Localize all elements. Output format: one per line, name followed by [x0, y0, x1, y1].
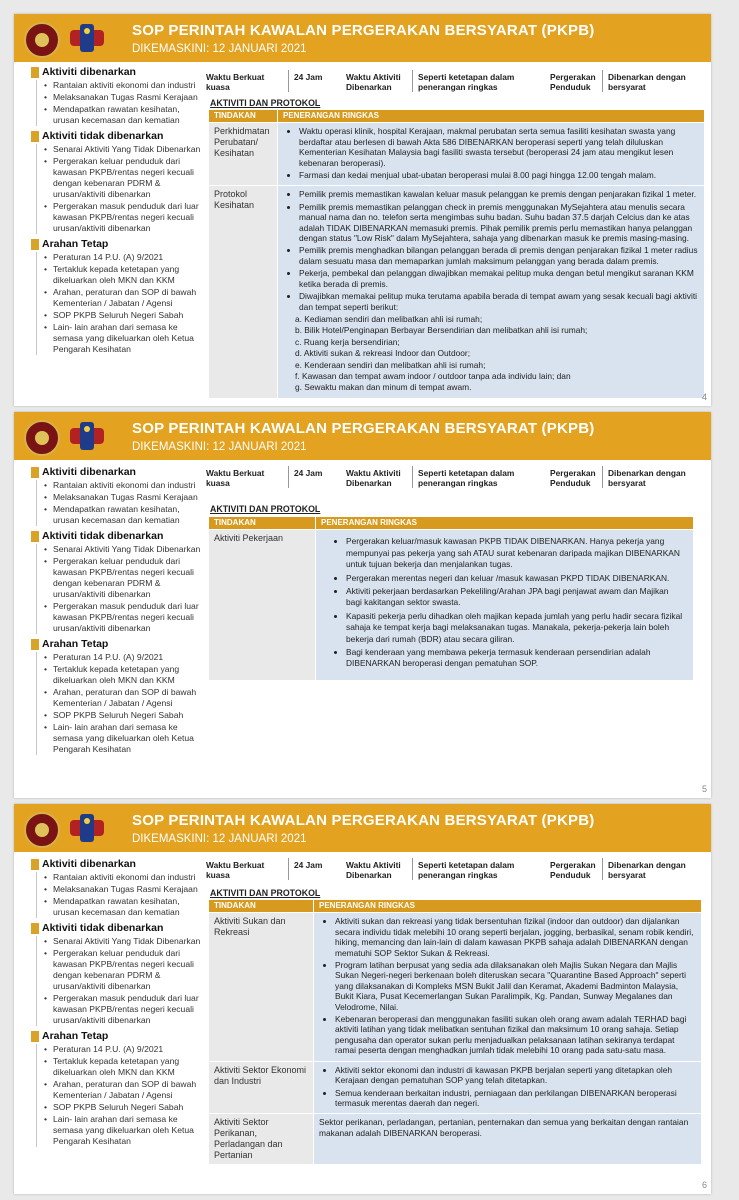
list-item: • Pergerakan keluar penduduk dari kawasan PKPB/rentas negeri kecuali dengan kebenaran PDRM & urusan/aktiviti dibenarkan	[53, 948, 204, 992]
header-bar	[14, 804, 711, 852]
list-item: • Pergerakan masuk penduduk dari luar kawasan PKPB/rentas negeri kecuali urusan/aktiviti dibenarkan	[53, 993, 204, 1026]
slide-page-4	[14, 14, 711, 406]
list-item: • Lain- lain arahan dari semasa ke semasa yang dikeluarkan oleh Ketua Pengarah Kesihatan	[53, 722, 204, 755]
list-item: • Farmasi dan kedai menjual ubat-ubatan beroperasi mulai 8.00 pagi hingga 12.00 tengah malam.	[299, 170, 699, 180]
movement-value: Dibenarkan dengan bersyarat	[608, 72, 686, 92]
section-heading: AKTIVITI DAN PROTOKOL	[210, 888, 321, 898]
sub-item: b. Bilik Hotel/Penginapan Berbayar Bersendirian dan melibatkan ahli isi rumah;	[295, 325, 588, 336]
col-action-header: TINDAKAN	[209, 900, 314, 913]
row-label: Aktiviti Pekerjaan	[209, 530, 316, 680]
list-item: • Pergerakan keluar/masuk kawasan PKPB TIDAK DIBENARKAN. Hanya pekerja yang mempunyai pas pekerja yang sah ATAU surat kebenaran daripada majikan DIBENARKAN untuk tujuan bekerja dan menjalankan tugas.	[346, 536, 685, 570]
list-item: • Senarai Aktiviti Yang Tidak Dibenarkan	[53, 544, 204, 555]
effective-label: Waktu Berkuat kuasa	[206, 860, 265, 880]
notallowed-section	[32, 130, 204, 234]
mkn-seal-logo	[24, 22, 60, 58]
divider	[602, 466, 603, 488]
notallowed-title: Aktiviti tidak dibenarkan	[32, 130, 204, 143]
allowed-title: Aktiviti dibenarkan	[32, 466, 204, 479]
list-item: • Kapasiti pekerja perlu dihadkan oleh majikan kepada jumlah yang perlu hadir secara fizikal sahaja ke tempat kerja bagi melaksanakan tugas. Manakala, pekerja-pekerja lain boleh bekerja dari rumah (BDR) atau secara giliran.	[346, 611, 685, 645]
update-date: DIKEMASKINI: 12 JANUARI 2021	[132, 833, 307, 845]
notallowed-section	[32, 530, 204, 634]
divider	[412, 466, 413, 488]
header-bar	[14, 412, 711, 460]
divider	[288, 70, 289, 92]
row-desc	[278, 123, 705, 186]
directive-section	[32, 1030, 204, 1147]
row-label: Aktiviti Sektor Perikanan, Perladangan dan Pertanian	[209, 1114, 314, 1165]
list-item: • Mendapatkan rawatan kesihatan, urusan kecemasan dan kematian	[53, 104, 204, 126]
col-action-header: TINDAKAN	[209, 110, 278, 123]
notallowed-title: Aktiviti tidak dibenarkan	[32, 922, 204, 935]
table-row	[209, 530, 694, 680]
list-item: • SOP PKPB Seluruh Negeri Sabah	[53, 310, 204, 321]
table-header-row	[209, 110, 705, 123]
list-item: • Rantaian aktiviti ekonomi dan industri	[53, 872, 204, 883]
allowed-section	[32, 66, 204, 126]
header-bar	[14, 14, 711, 62]
movement-label: Pergerakan Penduduk	[550, 468, 596, 488]
col-action-header: TINDAKAN	[209, 517, 316, 530]
allowed-section	[32, 858, 204, 918]
sub-item: c. Ruang kerja bersendirian;	[295, 336, 400, 347]
left-panel	[32, 466, 204, 759]
movement-value: Dibenarkan dengan bersyarat	[608, 468, 686, 488]
list-item: • Pergerakan merentas negeri dan keluar /masuk kawasan PKPD TIDAK DIBENARKAN.	[346, 573, 685, 584]
list-item: • Aktiviti sukan dan rekreasi yang tidak bersentuhan fizikal (indoor dan outdoor) dan dijalankan secara individu tidak melebihi 10 orang seperti berjalan, jogging, berbasikal, senam robik kendiri, hiking, memancing dan lain-lain di dalam kawasan PKPB sahaja adalah DIBENARKAN dengan mematuhi SOP Sektor Sukan & Rekreasi.	[335, 916, 696, 958]
list-item: • Melaksanakan Tugas Rasmi Kerajaan	[53, 92, 204, 103]
page-title: SOP PERINTAH KAWALAN PERGERAKAN BERSYARAT (PKPB)	[132, 420, 595, 437]
list-item: • Aktiviti pekerjaan berdasarkan Pekeliling/Arahan JPA bagi penjawat awam dan Majikan bagi kakitangan sektor swasta.	[346, 586, 685, 609]
effective-value: 24 Jam	[294, 468, 323, 478]
left-panel	[32, 858, 204, 1151]
table-header-row	[209, 900, 702, 913]
table-header-row	[209, 517, 694, 530]
table-row	[209, 1061, 702, 1114]
col-desc-header: PENERANGAN RINGKAS	[278, 110, 705, 123]
activity-time-label: Waktu Aktiviti Dibenarkan	[346, 468, 401, 488]
page-number: 6	[701, 1180, 707, 1190]
movement-value: Dibenarkan dengan bersyarat	[608, 860, 686, 880]
row-label: Aktiviti Sukan dan Rekreasi	[209, 913, 314, 1061]
col-desc-header: PENERANGAN RINGKAS	[316, 517, 694, 530]
directive-section	[32, 638, 204, 755]
activity-time-value: Seperti ketetapan dalam penerangan ringkas	[418, 468, 515, 488]
table-row	[209, 186, 705, 398]
coat-of-arms-logo	[70, 814, 104, 844]
slide-page-5	[14, 412, 711, 798]
effective-label: Waktu Berkuat kuasa	[206, 72, 265, 92]
sub-item: g. Sewaktu makan dan minum di tempat awam.	[295, 382, 472, 393]
info-bar	[204, 464, 704, 492]
update-date: DIKEMASKINI: 12 JANUARI 2021	[132, 441, 307, 453]
list-item: • Mendapatkan rawatan kesihatan, urusan kecemasan dan kematian	[53, 504, 204, 526]
info-bar	[204, 856, 704, 884]
list-item: • Pergerakan masuk penduduk dari luar kawasan PKPB/rentas negeri kecuali urusan/aktiviti dibenarkan	[53, 201, 204, 234]
list-item: • Pergerakan keluar penduduk dari kawasan PKPB/rentas negeri kecuali dengan kebenaran PDRM & urusan/aktiviti dibenarkan	[53, 156, 204, 200]
divider	[602, 858, 603, 880]
list-item: • SOP PKPB Seluruh Negeri Sabah	[53, 1102, 204, 1113]
allowed-section	[32, 466, 204, 526]
list-item: • Melaksanakan Tugas Rasmi Kerajaan	[53, 492, 204, 503]
row-label: Protokol Kesihatan	[209, 186, 278, 398]
list-item: • Tertakluk kepada ketetapan yang dikeluarkan oleh MKN dan KKM	[53, 664, 204, 686]
list-item: • Bagi kenderaan yang membawa pekerja termasuk kenderaan persendirian adalah DIBENARKAN beroperasi dengan pematuhan SOP.	[346, 647, 685, 670]
list-item: • Senarai Aktiviti Yang Tidak Dibenarkan	[53, 144, 204, 155]
list-item: • Peraturan 14 P.U. (A) 9/2021	[53, 1044, 204, 1055]
list-item: • SOP PKPB Seluruh Negeri Sabah	[53, 710, 204, 721]
section-heading: AKTIVITI DAN PROTOKOL	[210, 98, 321, 108]
sub-item: f. Kawasan dan tempat awam indoor / outdoor tanpa ada individu lain; dan	[295, 370, 571, 381]
list-item: • Diwajibkan memakai pelitup muka terutama apabila berada di tempat awam yang sesak kecuali bagi aktiviti dan tempat seperti berikut:	[299, 291, 699, 312]
list-item: • Arahan, peraturan dan SOP di bawah Kementerian / Jabatan / Agensi	[53, 1079, 204, 1101]
protocol-table	[208, 516, 694, 681]
activity-time-label: Waktu Aktiviti Dibenarkan	[346, 72, 401, 92]
list-item: • Program latihan berpusat yang sedia ada dilaksanakan oleh Majlis Sukan Negara dan Majlis Sukan Negeri-negeri berkenaan boleh diteruskan secara "Quarantine Based Approach" seperti yang dilaksanakan di Kompleks MSN Bukit Jalil dan Keramat, Akademi Badminton Malaysia, Bukit Kiara, Pusat Kecemerlangan Sukan Paralimpik, Kg. Pandan, Sunway Megalanes dan Velodrome, Nilai.	[335, 960, 696, 1012]
list-item: • Peraturan 14 P.U. (A) 9/2021	[53, 252, 204, 263]
effective-value: 24 Jam	[294, 72, 323, 82]
list-item: • Arahan, peraturan dan SOP di bawah Kementerian / Jabatan / Agensi	[53, 687, 204, 709]
divider	[412, 858, 413, 880]
row-desc	[278, 186, 705, 398]
notallowed-title: Aktiviti tidak dibenarkan	[32, 530, 204, 543]
row-desc	[316, 530, 694, 680]
list-item: • Lain- lain arahan dari semasa ke semasa yang dikeluarkan oleh Ketua Pengarah Kesihatan	[53, 322, 204, 355]
list-item: • Pergerakan keluar penduduk dari kawasan PKPB/rentas negeri kecuali dengan kebenaran PDRM & urusan/aktiviti dibenarkan	[53, 556, 204, 600]
directive-title: Arahan Tetap	[32, 638, 204, 651]
directive-section	[32, 238, 204, 355]
protocol-table	[208, 899, 702, 1165]
row-desc	[314, 913, 702, 1061]
list-item: • Pekerja, pembekal dan pelanggan diwajibkan memakai pelitup muka dengan betul mengikut saranan KKM ketika berada di premis.	[299, 268, 699, 289]
list-item: • Rantaian aktiviti ekonomi dan industri	[53, 80, 204, 91]
update-date: DIKEMASKINI: 12 JANUARI 2021	[132, 43, 307, 55]
row-label: Perkhidmatan Perubatan/ Kesihatan	[209, 123, 278, 186]
list-item: • Rantaian aktiviti ekonomi dan industri	[53, 480, 204, 491]
list-item: • Lain- lain arahan dari semasa ke semasa yang dikeluarkan oleh Ketua Pengarah Kesihatan	[53, 1114, 204, 1147]
allowed-title: Aktiviti dibenarkan	[32, 66, 204, 79]
list-item: • Melaksanakan Tugas Rasmi Kerajaan	[53, 884, 204, 895]
page-number: 5	[701, 784, 707, 794]
directive-title: Arahan Tetap	[32, 238, 204, 251]
directive-title: Arahan Tetap	[32, 1030, 204, 1043]
list-item: • Tertakluk kepada ketetapan yang dikeluarkan oleh MKN dan KKM	[53, 264, 204, 286]
page-number: 4	[701, 392, 707, 402]
mkn-seal-logo	[24, 812, 60, 848]
notallowed-section	[32, 922, 204, 1026]
list-item: • Pergerakan masuk penduduk dari luar kawasan PKPB/rentas negeri kecuali urusan/aktiviti dibenarkan	[53, 601, 204, 634]
table-row	[209, 913, 702, 1061]
col-desc-header: PENERANGAN RINGKAS	[314, 900, 702, 913]
row-desc: Sektor perikanan, perladangan, pertanian, penternakan dan semua yang berkaitan dengan rantaian makanan adalah DIBENARKAN beroperasi.	[314, 1114, 702, 1165]
list-item: • Mendapatkan rawatan kesihatan, urusan kecemasan dan kematian	[53, 896, 204, 918]
row-label: Aktiviti Sektor Ekonomi dan Industri	[209, 1061, 314, 1114]
list-item: • Pemilik premis memastikan kawalan keluar masuk pelanggan ke premis dengan penjarakan fizikal 1 meter.	[299, 189, 699, 199]
sub-item: a. Kediaman sendiri dan melibatkan ahli isi rumah;	[295, 313, 483, 324]
sub-item: d. Aktiviti sukan & rekreasi Indoor dan Outdoor;	[295, 348, 471, 359]
list-item: • Peraturan 14 P.U. (A) 9/2021	[53, 652, 204, 663]
list-item: • Arahan, peraturan dan SOP di bawah Kementerian / Jabatan / Agensi	[53, 287, 204, 309]
effective-label: Waktu Berkuat kuasa	[206, 468, 265, 488]
divider	[288, 858, 289, 880]
list-item: • Semua kenderaan berkaitan industri, perniagaan dan perkilangan DIBENARKAN beroperasi termasuk merentas daerah dan negeri.	[335, 1088, 696, 1109]
section-heading: AKTIVITI DAN PROTOKOL	[210, 504, 321, 514]
coat-of-arms-logo	[70, 24, 104, 54]
protocol-table	[208, 109, 705, 399]
table-row	[209, 123, 705, 186]
effective-value: 24 Jam	[294, 860, 323, 870]
coat-of-arms-logo	[70, 422, 104, 452]
list-item: • Pemilik premis memastikan pelanggan check in premis menggunakan MySejahtera atau menulis secara manual nama dan no. telefon serta mengimbas suhu badan. Suhu badan 37.5 darjah Celcius dan ke atas adalah TIDAK DIBENARKAN memasuki premis. Pihak pemilik premis perlu memastikan hanya pelanggan dengan status "Low Risk" dalam MySejahtera, sahaja yang dibenarkan masuk ke premis masing-masing.	[299, 202, 699, 244]
activity-time-label: Waktu Aktiviti Dibenarkan	[346, 860, 401, 880]
list-item: • Pemilik premis menghadkan bilangan pelanggan berada di premis dengan penjarakan fizikal 1 meter radius dalam sesuatu masa dan memaparkan jumlah maksimum pelanggan yang berada dalam premis.	[299, 245, 699, 266]
list-item: • Aktiviti sektor ekonomi dan industri di kawasan PKPB berjalan seperti yang ditetapkan oleh Kerajaan dengan pematuhan SOP yang telah ditetapkan.	[335, 1065, 696, 1086]
left-panel	[32, 66, 204, 359]
divider	[288, 466, 289, 488]
divider	[412, 70, 413, 92]
page-title: SOP PERINTAH KAWALAN PERGERAKAN BERSYARAT (PKPB)	[132, 812, 595, 829]
table-row	[209, 1114, 702, 1165]
list-item: • Waktu operasi klinik, hospital Kerajaan, makmal perubatan serta semua fasiliti kesihatan swasta yang berdaftar atau berlesen di bawah Akta 586 DIBENARKAN beroperasi seperti yang telah diluluskan Kementerian Kesihatan Malaysia bagi fasiliti swasta tersebut (beroperasi 24 jam atau mengikut lesen kebenaran beroperasi).	[299, 126, 699, 168]
list-item: • Kebenaran beroperasi dan menggunakan fasiliti sukan oleh orang awam adalah TERHAD bagi aktiviti latihan yang tidak melibatkan sentuhan fizikal dan maksimum 10 orang sahaja. Setiap pengusaha dan operator sukan perlu menjadualkan pelaksanaan latihan sekiranya terdapat ramai peserta dengan menghadkan jumlah tidak melebihi 10 orang pada satu-satu masa.	[335, 1014, 696, 1056]
sub-item: e. Kenderaan sendiri dan melibatkan ahli isi rumah;	[295, 359, 486, 370]
activity-time-value: Seperti ketetapan dalam penerangan ringkas	[418, 860, 515, 880]
page-title: SOP PERINTAH KAWALAN PERGERAKAN BERSYARAT (PKPB)	[132, 22, 595, 39]
slide-page-6	[14, 804, 711, 1194]
allowed-title: Aktiviti dibenarkan	[32, 858, 204, 871]
movement-label: Pergerakan Penduduk	[550, 72, 596, 92]
info-bar	[204, 68, 704, 96]
movement-label: Pergerakan Penduduk	[550, 860, 596, 880]
list-item: • Tertakluk kepada ketetapan yang dikeluarkan oleh MKN dan KKM	[53, 1056, 204, 1078]
mkn-seal-logo	[24, 420, 60, 456]
activity-time-value: Seperti ketetapan dalam penerangan ringkas	[418, 72, 515, 92]
row-desc	[314, 1061, 702, 1114]
list-item: • Senarai Aktiviti Yang Tidak Dibenarkan	[53, 936, 204, 947]
divider	[602, 70, 603, 92]
